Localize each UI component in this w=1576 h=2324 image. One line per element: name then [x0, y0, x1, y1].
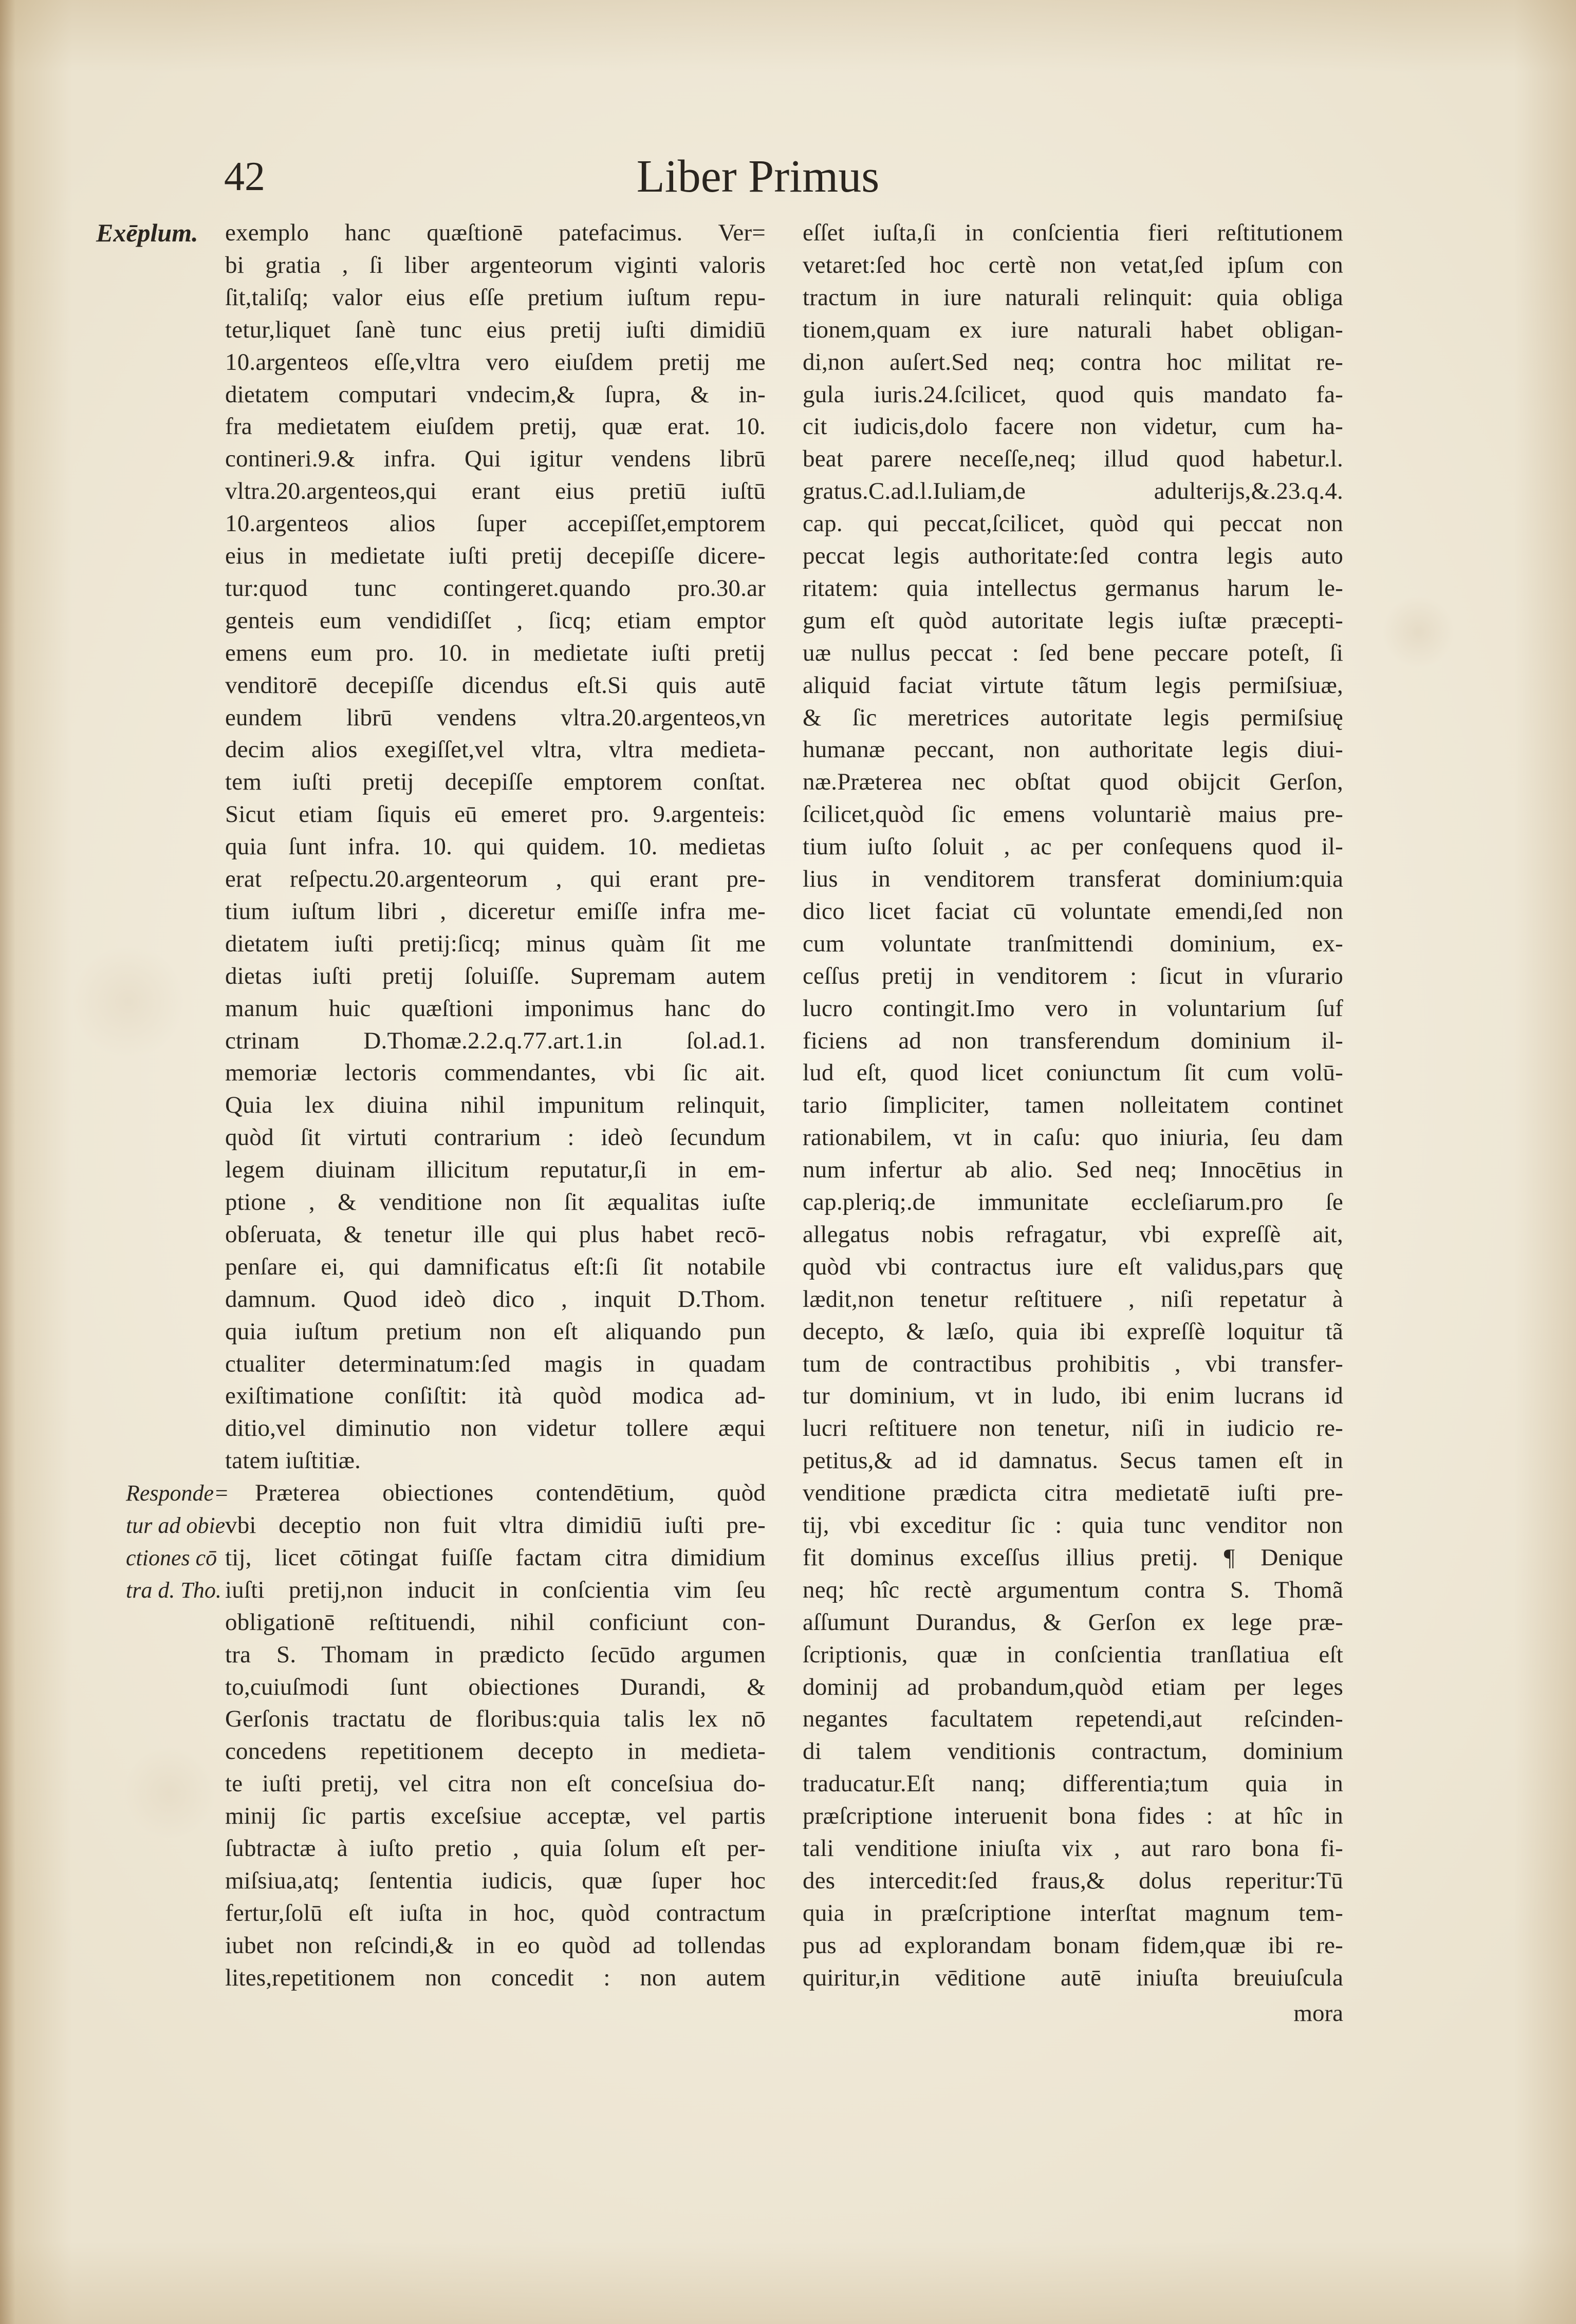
text-line: ctualiter determinatum:ſed magis in quadam [225, 1350, 766, 1377]
text-line: tetur,liquet ſanè tunc eius pretij iuſti dimidiū [225, 316, 766, 343]
text-line: tatem iuſtitiæ. [225, 1447, 361, 1474]
text-line: beat parere neceſſe,neq; illud quod habetur.l. [803, 445, 1343, 473]
text-line: tem iuſti pretij decepiſſe emptorem conſtat. [225, 769, 766, 796]
text-line: ctrinam D.Thomæ.2.2.q.77.art.1.in ſol.ad.1. [225, 1027, 766, 1054]
left-text-column [225, 0, 766, 2324]
catchword: mora [1293, 2000, 1343, 2027]
text-line: 10.argenteos alios ſuper accepiſſet,emptorem [225, 510, 766, 537]
right-text-column [803, 0, 1343, 2324]
text-line: memoriæ lectoris commendantes, vbi ſic ait. [225, 1059, 766, 1086]
text-line: Præterea obiectiones contendētium, quòd [255, 1479, 766, 1507]
text-line: dominij ad probandum,quòd etiam per leges [803, 1673, 1343, 1700]
text-line: exemplo hanc quæſtionē patefacimus. Ver= [225, 219, 766, 246]
text-line: eſſet iuſta,ſi in conſcientia fieri reſtitutionem [803, 219, 1343, 246]
text-line: legem diuinam illicitum reputatur,ſi in em- [225, 1156, 766, 1184]
text-line: tum de contractibus prohibitis , vbi transfer- [803, 1350, 1343, 1377]
text-line: venditione prædicta citra medietatē iuſti pre- [803, 1479, 1343, 1507]
text-line: ſubtractæ à iuſto pretio , quia ſolum eſt per- [225, 1835, 766, 1862]
text-line: tractum in iure naturali relinquit: quia obliga [803, 284, 1343, 311]
text-line: tur dominium, vt in ludo, ibi enim lucrans id [803, 1382, 1343, 1410]
text-line: concedens repetitionem decepto in medieta- [225, 1738, 766, 1765]
margin-note-line: Responde= [126, 1480, 229, 1506]
text-line: tionem,quam ex iure naturali habet obligan- [803, 316, 1343, 343]
text-line: iubet non reſcindi,& in eo quòd ad tollendas [225, 1932, 766, 1959]
text-line: lud eſt, quod licet coniunctum ſit cum volū- [803, 1059, 1343, 1086]
text-line: ditio,vel diminutio non videtur tollere æqui [225, 1415, 766, 1442]
margin-note-line: tur ad obie [126, 1513, 226, 1538]
text-line: tium iuſto ſoluit , ac per conſequens quod il- [803, 833, 1343, 860]
text-line: petitus,& ad id damnatus. Secus tamen eſt in [803, 1447, 1343, 1474]
text-line: iuſti pretij,non inducit in conſcientia vim ſeu [225, 1576, 766, 1603]
text-line: emens eum pro. 10. in medietate iuſti pretij [225, 639, 766, 666]
text-line: damnum. Quod ideò dico , inquit D.Thom. [225, 1285, 766, 1313]
text-line: ficiens ad non transferendum dominium il- [803, 1027, 1343, 1054]
text-line: tium iuſtum libri , diceretur emiſſe infra me- [225, 897, 766, 925]
text-line: aſſumunt Durandus, & Gerſon ex lege præ- [803, 1608, 1343, 1636]
text-line: cit iudicis,dolo facere non videtur, cum ha- [803, 413, 1343, 440]
text-line: quia ſunt infra. 10. qui quidem. 10. medietas [225, 833, 766, 860]
text-line: tij, licet cōtingat fuiſſe factam citra dimidium [225, 1544, 766, 1571]
text-line: cap.pleriq;.de immunitate eccleſiarum.pro ſe [803, 1189, 1343, 1215]
text-line: quòd vbi contractus iure eſt validus,pars quę [803, 1253, 1343, 1280]
text-line: dietatem iuſti pretij:ſicq; minus quàm ſit me [225, 930, 766, 957]
page-number: 42 [224, 154, 265, 199]
text-line: cum voluntate tranſmittendi dominium, ex- [803, 930, 1343, 957]
text-line: fertur,ſolū eſt iuſta in hoc, quòd contractum [225, 1899, 766, 1926]
text-line: decim alios exegiſſet,vel vltra, vltra medieta- [225, 736, 766, 763]
text-line: ſcriptionis, quæ in conſcientia tranſlatiua eſt [803, 1641, 1343, 1668]
text-line: ſcilicet,quòd ſic emens voluntariè maius pre- [803, 801, 1343, 828]
text-line: Gerſonis tractatu de floribus:quia talis lex nō [225, 1705, 766, 1733]
text-line: Sicut etiam ſiquis eū emeret pro. 9.argenteis: [225, 801, 766, 828]
text-line: lucro contingit.Imo vero in voluntarium ſuf [803, 995, 1343, 1022]
text-line: næ.Præterea nec obſtat quod obijcit Gerſon, [803, 769, 1343, 796]
text-line: exiſtimatione conſiſtit: ità quòd modica ad- [225, 1382, 766, 1410]
text-line: te iuſti pretij, vel citra non eſt conceſsiua do- [225, 1770, 766, 1797]
text-line: manum huic quæſtioni imponimus hanc do [225, 995, 766, 1022]
text-line: ſit,taliſq; valor eius eſſe pretium iuſtum repu- [225, 284, 766, 311]
text-line: præſcriptione interuenit bona fides : at hîc in [803, 1803, 1343, 1830]
text-line: & ſic meretrices autoritate legis permiſsiuę [803, 704, 1343, 731]
text-line: tario ſimpliciter, tamen nolleitatem continet [803, 1092, 1343, 1119]
text-line: quia in præſcriptione interſtat magnum tem- [803, 1899, 1343, 1926]
text-line: lites,repetitionem non concedit : non autem [225, 1964, 766, 1991]
text-line: lius in venditorem transferat dominium:quia [803, 866, 1343, 892]
text-line: obligationē reſtituendi, nihil conficiunt con- [225, 1608, 766, 1636]
text-line: fra medietatem eiuſdem pretij, quæ erat. 10. [225, 413, 766, 440]
text-line: humanæ peccant, non authoritate legis diui- [803, 736, 1343, 763]
text-line: des intercedit:ſed fraus,& dolus reperitur:Tū [803, 1867, 1343, 1894]
text-line: quiritur,in vēditione autē iniuſta breuiuſcula [803, 1964, 1343, 1991]
margin-note-line: tra d. Tho. [126, 1578, 221, 1603]
text-line: traducatur.Eſt nanq; differentia;tum quia in [803, 1770, 1343, 1797]
text-line: num infertur ab alio. Sed neq; Innocētius in [803, 1156, 1343, 1184]
text-line: 10.argenteos eſſe,vltra vero eiuſdem pretij me [225, 348, 766, 376]
text-line: penſare ei, qui damnificatus eſt:ſi ſit notabile [225, 1253, 766, 1280]
text-line: tij, vbi exceditur ſic : quia tunc venditor non [803, 1512, 1343, 1539]
text-line: lucri reſtituere non tenetur, niſi in iudicio re- [803, 1415, 1343, 1442]
text-line: erat reſpectu.20.argenteorum , qui erant pre- [225, 866, 766, 892]
text-line: pus ad explorandam bonam fidem,quæ ibi re- [803, 1932, 1343, 1959]
text-line: eius in medietate iuſti pretij decepiſſe dicere- [225, 542, 766, 569]
text-line: quòd ſit virtuti contrarium : ideò ſecundum [225, 1124, 766, 1151]
text-line: peccat legis authoritate:ſed contra legis auto [803, 542, 1343, 569]
text-line: bi gratia , ſi liber argenteorum viginti valoris [225, 251, 766, 278]
text-line: tra S. Thomam in prædicto ſecūdo argumen [225, 1641, 766, 1668]
text-line: allegatus nobis refragatur, vbi expreſſè ait, [803, 1221, 1343, 1248]
text-line: ptione , & venditione non ſit æqualitas iuſte [225, 1189, 766, 1215]
text-line: gum eſt quòd autoritate legis iuſtæ præcepti- [803, 607, 1343, 634]
text-line: to,cuiuſmodi ſunt obiectiones Durandi, & [225, 1673, 766, 1700]
text-line: gratus.C.ad.l.Iuliam,de adulterijs,&.23.q.4. [803, 478, 1343, 505]
text-line: vetaret:ſed hoc certè non vetat,ſed ipſum con [803, 251, 1343, 278]
margin-note-line: ctiones cō [126, 1545, 217, 1570]
text-line: miſsiua,atq; ſententia iudicis, quæ ſuper hoc [225, 1867, 766, 1894]
text-line: dico licet faciat cū voluntate emendi,ſed non [803, 897, 1343, 925]
text-line: dietatem computari vndecim,& ſupra, & in- [225, 381, 766, 408]
text-line: eundem librū vendens vltra.20.argenteos,vn [225, 704, 766, 731]
text-line: ceſſus pretij in venditorem : ſicut in vſurario [803, 962, 1343, 989]
text-line: venditorē decepiſſe dicendus eſt.Si quis autē [225, 671, 766, 699]
text-line: vbi deceptio non fuit vltra dimidiū iuſti pre- [225, 1512, 766, 1539]
text-line: di talem venditionis contractum, dominium [803, 1738, 1343, 1765]
text-line: contineri.9.& infra. Qui igitur vendens librū [225, 445, 766, 473]
text-line: minij ſic partis exceſsiue acceptæ, vel partis [225, 1803, 766, 1830]
text-line: di,non auſert.Sed neq; contra hoc militat re- [803, 348, 1343, 376]
text-line: gula iuris.24.ſcilicet, quod quis mandato fa- [803, 381, 1343, 408]
margin-note-exemplum: Exēplum. [96, 218, 198, 247]
text-line: dietas iuſti pretij ſoluiſſe. Supremam autem [225, 962, 766, 989]
text-line: negantes facultatem repetendi,aut reſcinden- [803, 1705, 1343, 1733]
text-line: aliquid faciat virtute tãtum legis permiſsiuæ, [803, 671, 1343, 699]
text-line: uæ nullus peccat : ſed bene peccare poteſt, ſi [803, 639, 1343, 666]
text-line: ritatem: quia intellectus germanus harum le- [803, 574, 1343, 602]
text-line: obſeruata, & tenetur ille qui plus habet recō- [225, 1221, 766, 1248]
running-title: Liber Primus [636, 151, 880, 202]
text-line: cap. qui peccat,ſcilicet, quòd qui peccat non [803, 510, 1343, 537]
text-line: decepto, & læſo, quia ibi expreſſè loquitur tã [803, 1318, 1343, 1345]
text-line: tur:quod tunc contingeret.quando pro.30.ar [225, 574, 766, 602]
text-line: fit dominus exceſſus illius pretij. ¶ Denique [803, 1544, 1343, 1571]
text-line: neq; hîc rectè argumentum contra S. Thomã [803, 1576, 1343, 1603]
text-line: quia iuſtum pretium non eſt aliquando pun [225, 1318, 766, 1345]
text-line: vltra.20.argenteos,qui erant eius pretiū iuſtū [225, 478, 766, 505]
text-line: Quia lex diuina nihil impunitum relinquit, [225, 1092, 766, 1119]
text-line: genteis eum vendidiſſet , ſicq; etiam emptor [225, 607, 766, 634]
text-line: lædit,non tenetur reſtituere , niſi repetatur à [803, 1285, 1343, 1313]
text-line: rationabilem, vt in caſu: quo iniuria, ſeu dam [803, 1124, 1343, 1151]
text-line: tali venditione iniuſta vix , aut raro bona fi- [803, 1835, 1343, 1862]
